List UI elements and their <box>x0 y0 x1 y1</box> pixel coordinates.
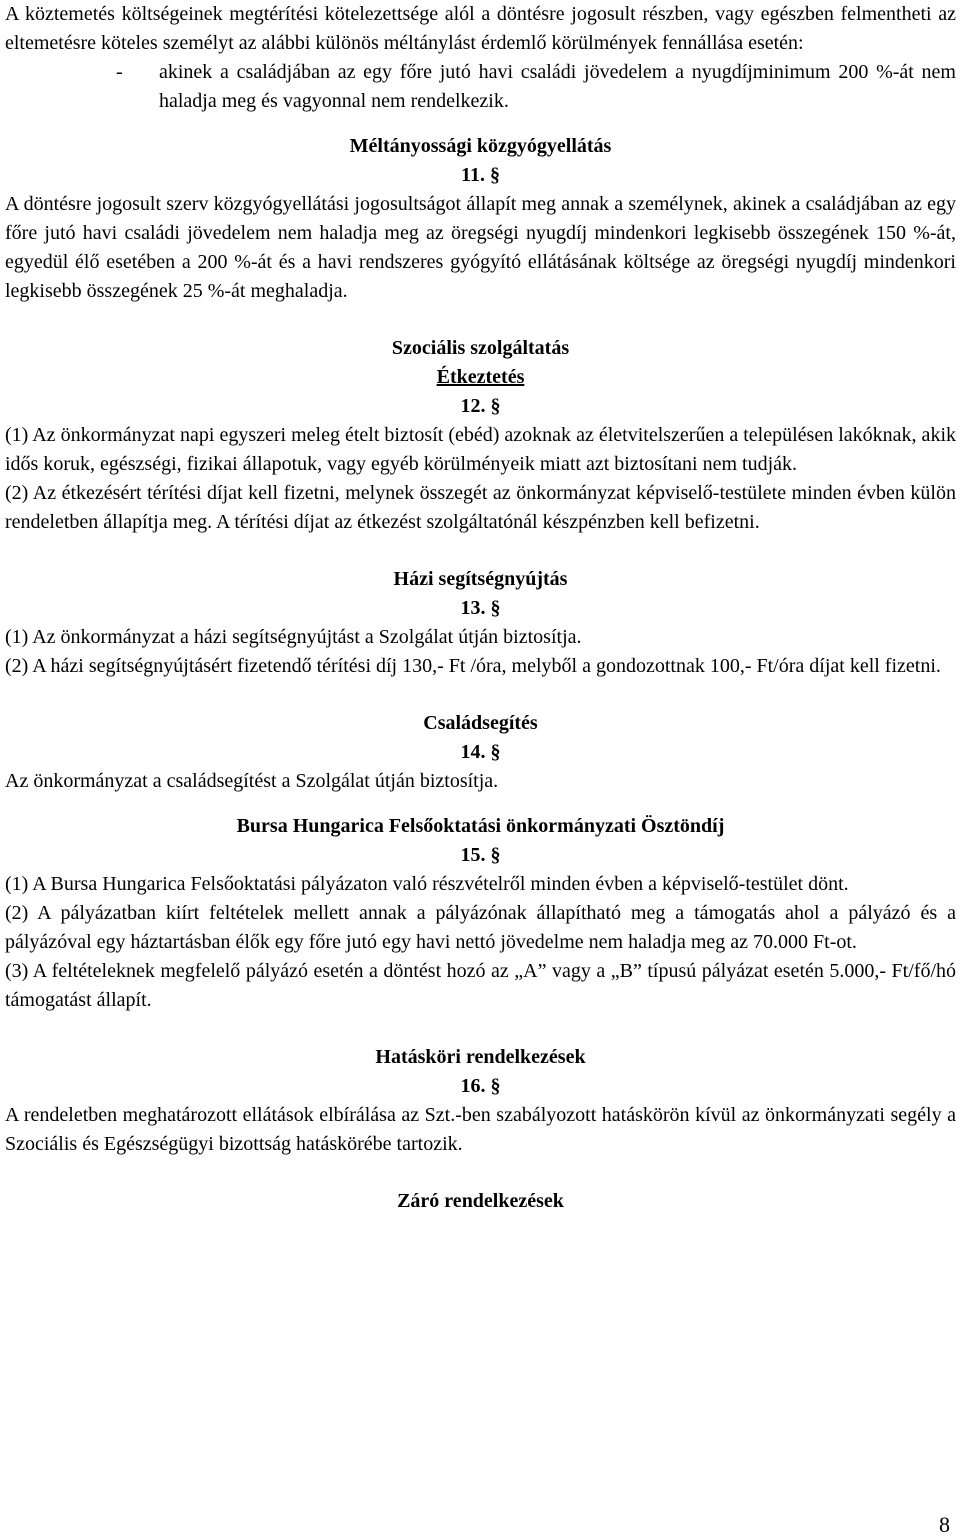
bullet-text: akinek a családjában az egy főre jutó havi családi jövedelem a nyugdíjminimum 200 %-át nem haladja meg és vagyonnal nem rendelkezik. <box>159 61 956 112</box>
bullet-item <box>116 58 956 116</box>
section-heading-hazi-segitsegnyujtas: Házi segítségnyújtás <box>393 568 568 590</box>
section-heading-szocialis-szolgaltatas: Szociális szolgáltatás <box>391 337 570 359</box>
section-11-paragraph-1: A döntésre jogosult szerv közgyógyellátási jogosultságot állapít meg annak a személynek, akinek a családjában az egy főre jutó havi családi jövedelem nem haladja meg az öregségi nyugdíj mindenkori legkisebb összegének 150 %-át, egyedül élő esetében a 200 %-át és a havi rendszeres gyógyító ellátásának költsége az öregségi nyugdíj mindenkori legkisebb összegének 25 %-át meghaladja. <box>5 193 956 302</box>
intro-paragraph: A köztemetés költségeinek megtérítési kötelezettsége alól a döntésre jogosult részben, vagy egészben felmentheti az eltemetésre köteles személyt az alábbi különös méltánylást érdemlő körülmények fennállása esetén: <box>5 3 956 54</box>
section-16-paragraph-1: A rendeletben meghatározott ellátások elbírálása az Szt.-ben szabályozott hatáskörön kívül az önkormányzati segély a Szociális és Egészségügyi bizottság hatáskörébe tartozik. <box>5 1104 956 1155</box>
section-15-paragraph-3: (3) A feltételeknek megfelelő pályázó esetén a döntést hozó az „A” vagy a „B” típusú pályázat esetén 5.000,- Ft/fő/hó támogatást állapít. <box>5 960 956 1011</box>
section-number-12: 12. § <box>460 395 501 417</box>
section-12-paragraph-2: (2) Az étkezésért térítési díjat kell fizetni, melynek összegét az önkormányzat képviselő-testülete minden évben külön rendeletben állapítja meg. A térítési díjat az étkezést szolgáltatónál készpénzben kell befizetni. <box>5 482 956 533</box>
section-subheading-etkeztetes: Étkeztetés <box>436 366 525 388</box>
bullet-dash: - <box>116 61 123 83</box>
section-number-16: 16. § <box>460 1075 501 1097</box>
section-15-paragraph-1: (1) A Bursa Hungarica Felsőoktatási pályázaton való részvételről minden évben a képviselő-testület dönt. <box>5 873 849 895</box>
section-number-11: 11. § <box>461 164 500 186</box>
section-13-paragraph-2: (2) A házi segítségnyújtásért fizetendő térítési díj 130,- Ft /óra, melyből a gondozottnak 100,- Ft/óra díjat kell fizetni. <box>5 655 941 677</box>
section-number-13: 13. § <box>460 597 501 619</box>
section-12-paragraph-1: (1) Az önkormányzat napi egyszeri meleg ételt biztosít (ebéd) azoknak az életvitelszerűen a településen lakóknak, akik idős koruk, egészségi, fizikai állapotuk, vagy egyéb körülményeik miatt azt biztosítani nem tudják. <box>5 424 956 475</box>
section-14-paragraph-1: Az önkormányzat a családsegítést a Szolgálat útján biztosítja. <box>5 770 499 792</box>
section-number-14: 14. § <box>460 741 501 763</box>
section-heading-hataskori-rendelkezesek: Hatásköri rendelkezések <box>375 1046 586 1068</box>
section-15-paragraph-2: (2) A pályázatban kiírt feltételek mellett annak a pályázónak állapítható meg a támogatás ahol a pályázó és a pályázóval egy háztartásban élők egy főre jutó egy havi nettó jövedelme nem haladja meg az 70.000 Ft-ot. <box>5 902 956 953</box>
section-heading-kozgyogyellatas: Méltányossági közgyógyellátás <box>349 135 612 157</box>
section-heading-csaladsegites: Családsegítés <box>423 712 538 734</box>
section-heading-bursa-hungarica: Bursa Hungarica Felsőoktatási önkormányzati Ösztöndíj <box>236 815 725 837</box>
page-number: 8 <box>939 1512 950 1537</box>
section-13-paragraph-1: (1) Az önkormányzat a házi segítségnyújtást a Szolgálat útján biztosítja. <box>5 626 582 648</box>
section-heading-zaro-rendelkezesek: Záró rendelkezések <box>397 1190 564 1212</box>
section-number-15: 15. § <box>460 844 501 866</box>
document-page <box>5 0 956 1216</box>
